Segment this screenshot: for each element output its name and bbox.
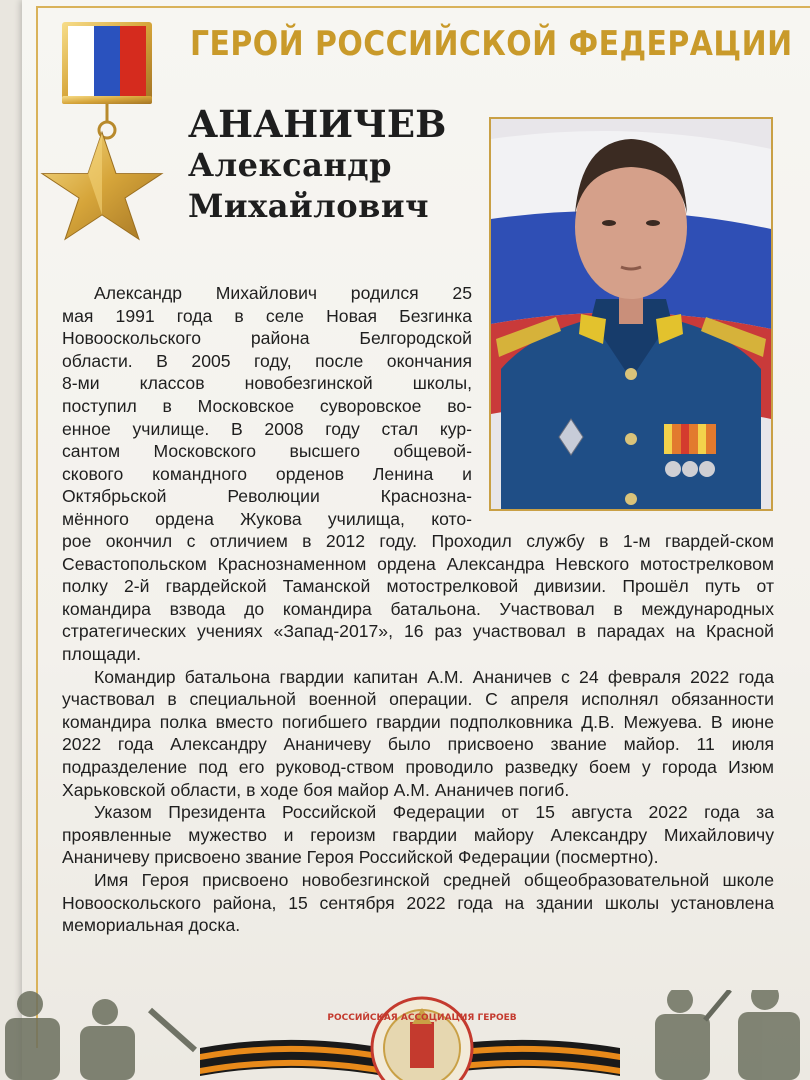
bio-line: мённого ордена Жукова училища, кото-	[62, 508, 472, 529]
bio-paragraph-2: Командир батальона гвардии капитан А.М. Ананичев с 24 февраля 2022 года участвовал в специальной военной операции. С апреля исполнял обязанности командира полка вместо погибшего гвардии подполковника Д.В. Межуева. В июне 2022 года Александру Ананичеву было присвоено звание майор. 11 июля подразделение под его руковод-ством проводило разведку боем у города Изюм Харьковской области, в ходе боя майор А.М. Ананичев погиб.	[62, 666, 774, 800]
bio-paragraph-1-continued: рое окончил с отличием в 2012 году. Проходил службу в 1-м гвардей-ском Севастопольском Краснознаменном ордена Александра Невского мотострелковом полку 2-й гвардейской Таманской мотострелковой дивизии. Прошёл путь от командира взвода до командира батальона. Участвовал в международных стратегических учениях «Запад-2017», 16 раз участвовал в парадах на Красной площади.	[62, 531, 774, 664]
bio-line: мая 1991 года в селе Новая Безгинка	[62, 305, 472, 326]
bio-line: Александр Михайлович родился 25	[94, 283, 472, 303]
bio-line: енное училище. В 2008 году стал кур-	[62, 418, 472, 439]
bio-line: поступил в Московское суворовское во-	[62, 395, 472, 416]
bio-line: Октябрьской Революции Краснозна-	[62, 486, 472, 507]
bio-intro-column	[62, 282, 472, 531]
hero-first-name: Александр	[188, 146, 392, 184]
bio-line: сантом Московского высшего общевой-	[62, 441, 472, 462]
bio-line: скового командного орденов Ленина и	[62, 463, 472, 484]
bio-main-column	[62, 530, 774, 937]
hero-surname: АНАНИЧЕВ	[188, 102, 447, 146]
hero-patronymic: Михайлович	[188, 187, 429, 225]
hero-name	[188, 104, 446, 227]
soldiers-right-illustration	[655, 990, 800, 1080]
emblem-text: РОССИЙСКАЯ АССОЦИАЦИЯ ГЕРОЕВ	[327, 1013, 517, 1023]
bio-paragraph-3: Указом Президента Российской Федерации от 15 августа 2022 года за проявленные мужество и героизм гвардии майору Александру Михайловичу Ананичеву присвоено звание Героя Российской Федерации (посмертно).	[62, 802, 774, 868]
heroes-association-emblem-icon	[372, 998, 472, 1080]
bio-line: Новооскольского района Белгородской	[62, 328, 472, 349]
bio-line: области. В 2005 году, после окончания	[62, 350, 472, 371]
bio-paragraph-4: Имя Героя присвоено новобезгинской средней общеобразовательной школе Новооскольского района, 15 сентября 2022 года на здании школы установлена мемориальная доска.	[62, 869, 774, 936]
bio-line: 8-ми классов новобезгинской школы,	[62, 373, 472, 394]
page-title: ГЕРОЙ РОССИЙСКОЙ ФЕДЕРАЦИИ	[190, 24, 793, 64]
soldiers-left-illustration	[5, 991, 195, 1080]
bottom-decoration	[0, 990, 810, 1080]
gold-star-medal-icon	[40, 16, 165, 256]
hero-portrait	[489, 117, 773, 511]
